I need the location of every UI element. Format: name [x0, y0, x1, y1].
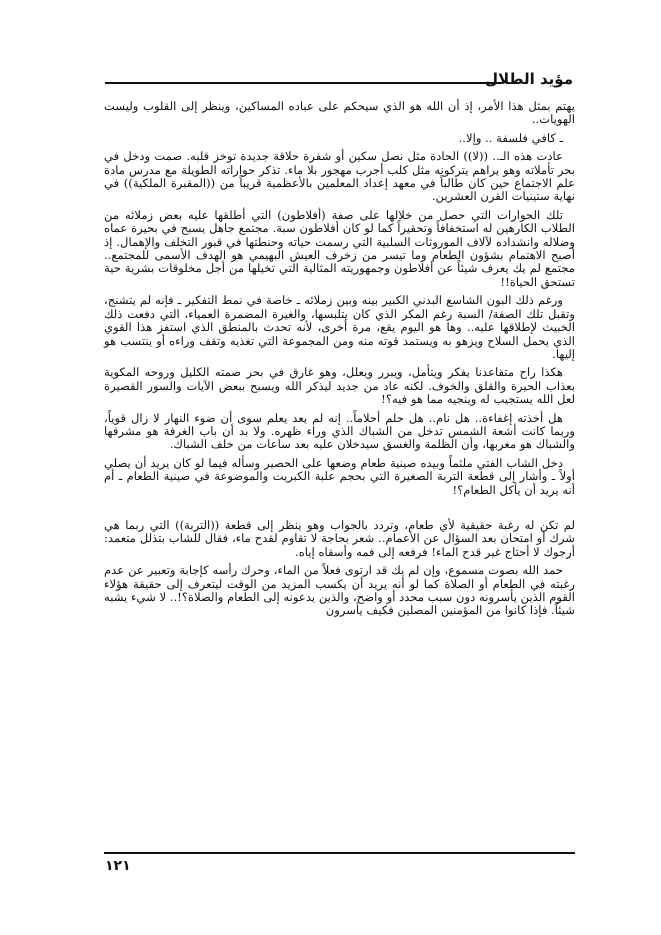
header-rule [105, 82, 501, 84]
footer-rule [104, 852, 575, 854]
paragraph: يهتم بمثل هذا الأمر، إذ أن الله هو الذي سيحكم على عباده المساكين، وينظر إلى القلوب وليست الهويات.. [104, 99, 575, 127]
page-number: ١٢١ [105, 858, 131, 874]
paragraph: ورغم ذلك البون الشاسع البدني الكبير بينه وبين زملائه ـ خاصة في نمط التفكير ـ فإنه لم يتشنج، وتقبل تلك الصفة/ السبة رغم المكر الذي كان يتلبسها، والغيرة المضمرة العمياء، التي دفعت ذلك الخبيث لإطلاقها عليه.. وها هو اليوم يقع، مرة أخرى، لأنه تحدث بالمنطق الذي استفز هذا القوي الذي يحمل السلاح ويزهو به ويستمد قوته منه ومن المجموعة التي تغذيه وتقف وراءه أو ينتسب هو إليها. [104, 293, 575, 361]
paragraph: عادت هذه الـ.. ((لا)) الحادة مثل نصل سكين أو شفرة حلاقة جديدة توخز قلبه. صمت ودخل في بحر تأملاته وهو يراهم يتركونه مثل كلب أجرب مهجور بلا ماء. تذكر حواراته الطويلة مع مدرس مادة علم الاجتماع حين كان طالباً في معهد إعداد المعلمين بالأعظمية قريباً من ((المقبرة الملكية)) في نهاية ستينيات القرن العشرين. [104, 149, 575, 204]
paragraph: حمد الله بصوت مسموع، وإن لم يك قد ارتوى فعلاً من الماء، وحرك رأسه كإجابة وتعبير عن عدم رغبته في الطعام أو الصلاة كما لو أنه يريد أن يكسب المزيد من الوقت ليتعرف إلى حقيقة هؤلاء القوم الذين يأسرونه دون سبب محدد أو واضح، والذين يدعونه إلى الطعام والصلاة؟!.. لا شيء يشبه شيئاً. فإذا كانوا من المؤمنين المصلين فكيف يأسرون [104, 563, 575, 618]
page-body [104, 100, 575, 623]
paragraph: ـ كافي فلسفة .. وإلا.. [458, 130, 563, 145]
paragraph: تلك الحوارات التي حصل من خلالها على صفة (أفلاطون) التي أطلقها عليه بعض زملائه من الطلاب الكارهين له استخفافاً وتحقيراً كما لو كان أفلاطون سبة. مجتمع جاهل يسبح في بحيرة عماه وضلاله وانشداده لآلاف الموروثات السلبية التي رسمت حياته وحنطتها في قبور التخلف والإهمال. إذ أصبح الاهتمام بشؤون الطعام وما تيسر من زخرف العيش البهيمي هو الهدف الأسمى للمجتمع.. مجتمع لم يك يعرف شيئاً عن أفلاطون وجمهوريته المثالية التي تخيلها من أجل مخلوقات بشرية حية تستحق الحياة!! [104, 207, 575, 289]
running-header-title: مؤيد الطلال [484, 70, 573, 88]
paragraph: هل أخذته إغفاءة.. هل نام.. هل حلم أحلاماً.. إنه لم يعد يعلم سوى أن ضوء النهار لا زال قوياً، وربما كانت أشعة الشمس تدخل من الشباك الذي وراء ظهره. ولا بد أن باب الغرفة هو مشرقها والشباك هو مغربها، وأن الظلمة والغسق سيدخلان عليه بعد ساعات من خلف الشباك. [104, 410, 575, 452]
paragraph: دخل الشاب الفتي ملثماً وبيده صينية طعام وضعها على الحصير وسأله فيما لو كان يريد أن يصلي أولاً ـ وأشار إلى قطعة التربة الصغيرة التي بحجم علبة الكبريت والموضوعة في صينية الطعام ـ أم أنه يريد أن يأكل الطعام؟! [104, 455, 575, 497]
paragraph: لم تكن له رغبة حقيقية لأي طعام، وتردد بالجواب وهو ينظر إلى قطعة ((التربة)) التي ربما هي شرك أو امتحان بعد السؤال عن الأعمام.. شعر بحاجة لا تقاوم لقدح ماء، فقال للشاب بتذلل متعمد: أرجوك لا أحتاج غير قدح الماء! فرفعه إلى فمه وأسقاه إياه. [104, 517, 575, 559]
paragraph: هكذا راح متقاعدنا يفكر ويتأمل، ويبرر ويعلل، وهو غارق في بحر صمته الكليل وروحه المكوية بعذاب الحيرة والقلق والخوف. لكنه عاد من جديد ليذكر الله ويسبح ببعض الآيات والسور القصيرة لعل الله يستجيب له وينجيه مما هو فيه؟! [104, 365, 575, 407]
